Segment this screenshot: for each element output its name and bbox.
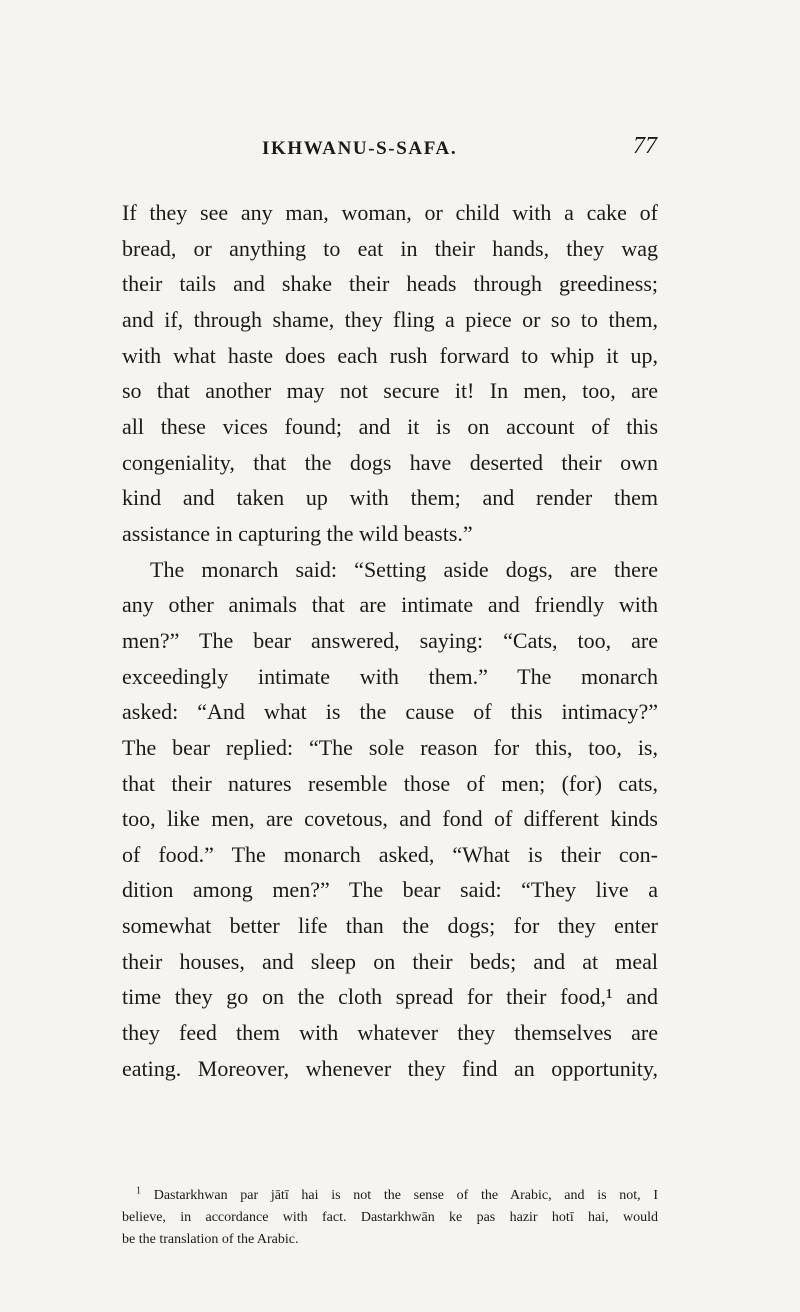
text-line: men?” The bear answered, saying: “Cats, too, are xyxy=(122,627,658,653)
running-title: IKHWANU-S-SAFA. xyxy=(262,138,458,159)
footnote-line: be the translation of the Arabic. xyxy=(122,1232,299,1247)
text-line: assistance in capturing the wild beasts.” xyxy=(122,520,473,546)
text-line: bread, or anything to eat in their hands, they wag xyxy=(122,235,658,261)
text-line: all these vices found; and it is on account of this xyxy=(122,413,658,439)
text-line: dition among men?” The bear said: “They live a xyxy=(122,877,658,903)
text-line: any other animals that are intimate and friendly with xyxy=(122,592,658,618)
text-line: The bear replied: “The sole reason for this, too, is, xyxy=(122,734,658,760)
footnote-line xyxy=(122,1185,658,1207)
text-line: congeniality, that the dogs have deserted their own xyxy=(122,449,658,475)
running-head xyxy=(262,133,657,170)
footnote-text: Dastarkhwan par jātī hai is not the sense of the Arabic, and is not, I xyxy=(153,1188,658,1203)
text-line: they feed them with whatever they themselves are xyxy=(122,1020,658,1046)
text-line: their tails and shake their heads through greediness; xyxy=(122,271,658,297)
text-line: too, like men, are covetous, and fond of different kinds xyxy=(122,806,658,832)
text-line: their houses, and sleep on their beds; and at meal xyxy=(122,948,658,974)
text-line: of food.” The monarch asked, “What is their con- xyxy=(122,841,658,867)
body-text xyxy=(122,195,658,1086)
text-line: eating. Moreover, whenever they find an opportunity, xyxy=(122,1055,658,1081)
page-number: 77 xyxy=(633,133,657,159)
text-line: kind and taken up with them; and render them xyxy=(122,485,658,511)
text-line: exceedingly intimate with them.” The monarch xyxy=(122,663,658,689)
text-line: with what haste does each rush forward to whip it up, xyxy=(122,342,658,368)
footnote-line: believe, in accordance with fact. Dastarkhwān ke pas hazir hotī hai, would xyxy=(122,1210,658,1225)
text-line: The monarch said: “Setting aside dogs, are there xyxy=(150,556,658,582)
text-line: asked: “And what is the cause of this intimacy?” xyxy=(122,699,658,725)
text-line: If they see any man, woman, or child with a cake of xyxy=(122,200,658,225)
text-line: and if, through shame, they fling a piece or so to them, xyxy=(122,306,658,332)
text-line: time they go on the cloth spread for their food,¹ and xyxy=(122,984,658,1010)
footnote-marker: 1 xyxy=(136,1185,141,1197)
footnote xyxy=(122,1185,658,1251)
text-line: so that another may not secure it! In men, too, are xyxy=(122,378,658,404)
text-line: somewhat better life than the dogs; for they enter xyxy=(122,913,658,939)
text-line: that their natures resemble those of men; (for) cats, xyxy=(122,770,658,796)
